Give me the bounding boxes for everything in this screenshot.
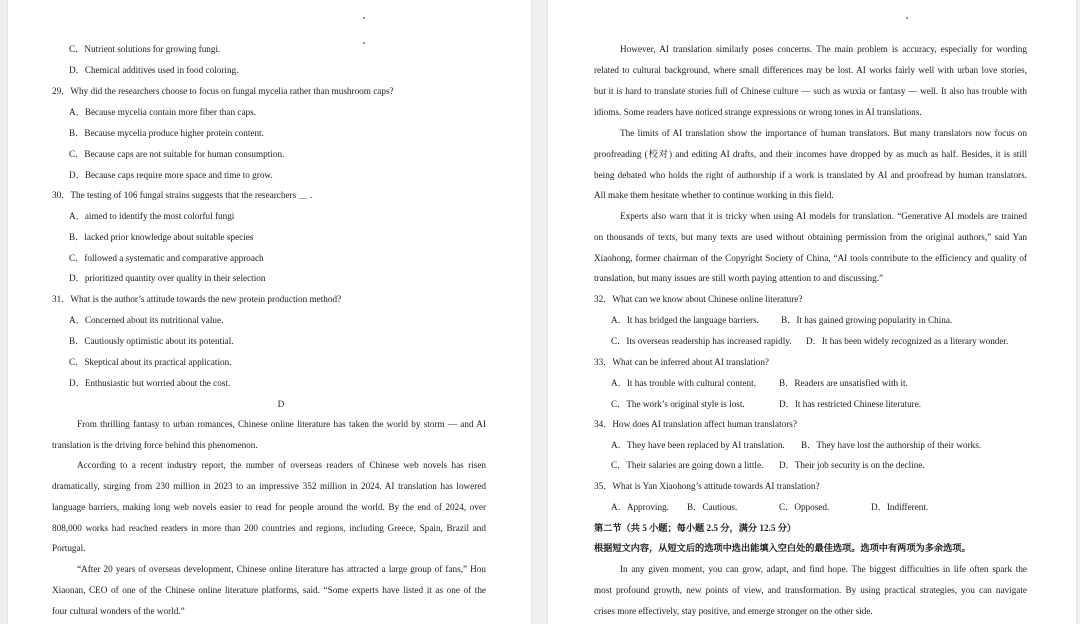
q34-stem: 34．How does AI translation affect human translators?: [594, 419, 797, 429]
q31-option-a: A．Concerned about its nutritional value.: [69, 315, 224, 325]
passage-line: translation is the driving force behind this phenomenon.: [52, 440, 258, 450]
q29-stem: 29．Why did the researchers choose to focus on fungal mycelia rather than mushroom caps?: [52, 86, 394, 96]
q35-stem: 35．What is Yan Xiaohong’s attitude towards AI translation?: [594, 481, 820, 491]
q33-stem: 33．What can be inferred about AI translation?: [594, 357, 770, 367]
q33-option-b: B．Readers are unsatisfied with it.: [779, 378, 908, 388]
q35-option-a: A．Approving.: [611, 502, 669, 512]
passage-line: idioms. Some readers have noticed strange expressions or wrong tones in AI translations.: [594, 107, 922, 117]
q34-option-b: B．They have lost the authorship of their works.: [801, 440, 982, 450]
passage-line: The limits of AI translation show the importance of human translators. But many translators now focus on: [620, 128, 1027, 138]
q29-option-b: B．Because mycelia produce higher protein content.: [69, 128, 264, 138]
scan-dot: [906, 17, 908, 19]
passage-line: Xiaonan, CEO of one of the Chinese online literature platforms, said. “Some experts have listed it as one of the: [52, 585, 486, 595]
q32-stem: 32．What can we know about Chinese online literature?: [594, 294, 803, 304]
q31-option-d: D．Enthusiastic but worried about the cost.: [69, 378, 231, 388]
left-page: [8, 0, 531, 624]
q31-option-c: C．Skeptical about its practical application.: [69, 357, 232, 367]
passage-line: Xiaohong, former chairman of the Copyright Society of China, “AI tools contribute to the efficiency and quality of: [594, 253, 1027, 263]
passage-line: being debated who holds the right of authorship if a work is translated by AI and proofread by human translators.: [594, 170, 1027, 180]
passage-line: four cultural wonders of the world.”: [52, 606, 185, 616]
q34-option-a: A．They have been replaced by AI translation.: [611, 440, 785, 450]
passage-line: However, AI translation similarly poses concerns. The main problem is accuracy, especially for wording: [620, 44, 1027, 54]
q34-option-c: C．Their salaries are going down a little.: [611, 460, 764, 470]
scan-dot: [363, 17, 365, 19]
passage-line: related to cultural background, where small differences may be lost. AI works fairly well with urban love stories,: [594, 65, 1027, 75]
passage-line: 808,000 works had reached readers in more than 200 countries and regions, including Greece, Spain, Brazil and: [52, 523, 486, 533]
passage-line: “After 20 years of overseas development, Chinese online literature has attracted a large group of fans,” Hou: [77, 564, 486, 574]
right-page: [548, 0, 1076, 624]
passage-line: translation, but many issues are still worth paying attention to and discussing.”: [594, 273, 884, 283]
passage-line: but it is hard to translate stories full of Chinese culture — such as wuxia or fantasy — well. It also has trouble with: [594, 86, 1027, 96]
passage2-line: In any given moment, you can grow, adapt, and find hope. The biggest difficulties in life often spark the: [620, 564, 1027, 574]
q28-option-d: D．Chemical additives used in food coloring.: [69, 65, 239, 75]
passage2-line: most profound growth, new points of view, and transformation. By using practical strategies, you can navigate: [594, 585, 1027, 595]
q30-stem: 30．The testing of 106 fungal strains suggests that the researchers ＿ .: [52, 190, 313, 200]
passage2-line: crises more effectively, stay positive, and emerge stronger on the other side.: [594, 606, 873, 616]
q28-option-c: C．Nutrient solutions for growing fungi.: [69, 44, 221, 54]
q35-option-d: D．Indifferent.: [871, 502, 929, 512]
q32-option-a: A．It has bridged the language barriers.: [611, 315, 759, 325]
q31-option-b: B．Cautiously optimistic about its potential.: [69, 336, 234, 346]
passage-line: dramatically, surging from 230 million in 2023 to an impressive 352 million in 2024. AI translation has lowered: [52, 481, 486, 491]
section2-instruction: 根据短文内容，从短文后的选项中选出能填入空白处的最佳选项。选项中有两项为多余选项。: [594, 543, 971, 553]
scan-dot: [363, 42, 365, 44]
q33-option-a: A．It has trouble with cultural content.: [611, 378, 756, 388]
q33-option-d: D．It has restricted Chinese literature.: [779, 399, 922, 409]
passage-line: According to a recent industry report, the number of overseas readers of Chinese web novels has risen: [77, 460, 486, 470]
passage-line: Portugal.: [52, 543, 86, 553]
q30-option-d: D．prioritized quantity over quality in their selection: [69, 273, 266, 283]
passage-line: From thrilling fantasy to urban romances, Chinese online literature has taken the world by storm — and AI: [77, 419, 486, 429]
q30-option-a: A．aimed to identify the most colorful fungi: [69, 211, 235, 221]
q35-option-b: B．Cautious.: [687, 502, 738, 512]
passage-line: proofreading (校对) and editing AI drafts, and their incomes have dropped by as much as half. Besides, it is still: [594, 149, 1027, 159]
q32-option-b: B．It has gained growing popularity in China.: [781, 315, 953, 325]
q30-option-c: C．followed a systematic and comparative approach: [69, 253, 264, 263]
q31-stem: 31．What is the author’s attitude towards the new protein production method?: [52, 294, 342, 304]
section-letter: D: [277, 399, 285, 409]
q35-option-c: C．Opposed.: [779, 502, 830, 512]
q29-option-a: A．Because mycelia contain more fiber than caps.: [69, 107, 256, 117]
q29-option-d: D．Because caps require more space and time to grow.: [69, 170, 273, 180]
q32-option-d: D．It has been widely recognized as a literary wonder.: [806, 336, 1009, 346]
q34-option-d: D．Their job security is on the decline.: [779, 460, 925, 470]
q32-option-c: C．Its overseas readership has increased rapidly.: [611, 336, 792, 346]
q30-option-b: B．lacked prior knowledge about suitable species: [69, 232, 254, 242]
passage-line: Experts also warn that it is tricky when using AI models for translation. “Generative AI models are trained: [620, 211, 1027, 221]
passage-line: All make them hesitate whether to continue working in this field.: [594, 190, 834, 200]
passage-line: language barriers, making long web novels easier to read for people around the world. By the end of 2024, over: [52, 502, 486, 512]
section2-heading: 第二节（共 5 小题；每小题 2.5 分，满分 12.5 分）: [594, 523, 797, 533]
q33-option-c: C．The work’s original style is lost.: [611, 399, 745, 409]
passage-line: on thousands of texts, but many texts are used without obtaining permission from the original authors,” said Yan: [594, 232, 1027, 242]
q29-option-c: C．Because caps are not suitable for human consumption.: [69, 149, 285, 159]
